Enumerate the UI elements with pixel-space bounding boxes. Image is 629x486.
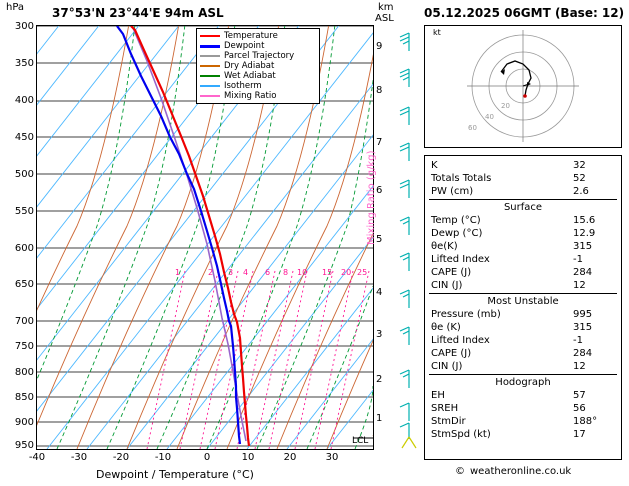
- forecast-date-title: 05.12.2025 06GMT (Base: 12): [424, 6, 625, 20]
- section-title-surface: Surface: [503, 202, 543, 213]
- mixing-ratio-value-15: 15: [322, 268, 333, 277]
- legend-item-dewpoint: [200, 41, 316, 51]
- hodograph-trace: [501, 61, 531, 96]
- index-name-surface-cin: CIN (J): [431, 280, 463, 291]
- pressure-tick-550: 550: [14, 206, 34, 217]
- wind-barb-800: [400, 370, 409, 388]
- copyright-text: weatheronline.co.uk: [470, 466, 572, 477]
- temp-tick-20: 20: [283, 452, 297, 463]
- index-value-surface-cin: 12: [573, 280, 586, 291]
- wind-barb-550: [400, 217, 409, 235]
- mixing-ratio-value-3: 3: [228, 268, 234, 277]
- section-title-most-unstable: Most Unstable: [487, 296, 559, 307]
- hodograph-start-point: [523, 94, 527, 98]
- pressure-tick-400: 400: [14, 95, 34, 106]
- table-row: [425, 415, 621, 428]
- table-divider: [429, 374, 617, 375]
- wind-barb-350: [400, 69, 409, 87]
- pressure-unit-label: hPa: [6, 2, 25, 13]
- wind-barb-svg: [398, 25, 420, 450]
- index-value-mu-cape: 284: [573, 348, 593, 359]
- legend-item-isotherm: [200, 81, 316, 91]
- altitude-tick-8: 8: [376, 85, 383, 96]
- wind-barb-600: [400, 253, 409, 271]
- pressure-tick-700: 700: [14, 316, 34, 327]
- wind-barb-500: [400, 180, 409, 198]
- mixing-ratio-value-1: 1: [175, 268, 181, 277]
- index-name-pw: PW (cm): [431, 186, 474, 197]
- table-divider: [429, 293, 617, 294]
- temp-tick--30: -30: [70, 452, 88, 463]
- table-row: [425, 214, 621, 227]
- legend-swatch-dewpoint: [200, 45, 220, 48]
- index-value-k: 32: [573, 160, 586, 171]
- table-row: [425, 185, 621, 198]
- index-value-stmspd: 17: [573, 429, 586, 440]
- copyright-icon: ©: [455, 466, 465, 477]
- altitude-tick-6: 6: [376, 185, 383, 196]
- index-name-eh: EH: [431, 390, 445, 401]
- altitude-tick-2: 2: [376, 374, 383, 385]
- hodograph-panel[interactable]: [424, 25, 622, 148]
- index-name-stmdir: StmDir: [431, 416, 466, 427]
- pressure-tick-300: 300: [14, 21, 34, 32]
- mixing-ratio-value-2: 2: [208, 268, 214, 277]
- table-row: [425, 347, 621, 360]
- index-value-eh: 57: [573, 390, 586, 401]
- table-row: [425, 240, 621, 253]
- legend-swatch-parcel-trajectory: [200, 55, 220, 57]
- altitude-tick-3: 3: [376, 329, 383, 340]
- table-row: [425, 308, 621, 321]
- index-name-surface-dewp: Dewp (°C): [431, 228, 483, 239]
- wind-barb-650: [400, 290, 409, 308]
- pressure-tick-900: 900: [14, 417, 34, 428]
- table-row: [425, 279, 621, 292]
- index-name-k: K: [431, 160, 438, 171]
- legend-item-dry-adiabat: [200, 61, 316, 71]
- legend-swatch-temperature: [200, 35, 220, 37]
- table-row: [425, 172, 621, 185]
- legend-item-parcel-trajectory: [200, 51, 316, 61]
- index-name-totals-totals: Totals Totals: [431, 173, 492, 184]
- altitude-tick-9: 9: [376, 41, 383, 52]
- hodograph-ring-label-60: 60: [468, 124, 477, 132]
- legend-swatch-dry-adiabat: [200, 65, 220, 67]
- table-row: [425, 402, 621, 415]
- table-divider: [429, 199, 617, 200]
- legend: [196, 28, 320, 104]
- temp-tick--20: -20: [112, 452, 130, 463]
- pressure-tick-750: 750: [14, 341, 34, 352]
- temp-tick-30: 30: [325, 452, 339, 463]
- legend-label-temperature: Temperature: [224, 31, 278, 41]
- altitude-unit-label: km: [378, 2, 394, 13]
- altitude-tick-1: 1: [376, 413, 383, 424]
- legend-label-dry-adiabat: Dry Adiabat: [224, 61, 275, 71]
- temp-tick--40: -40: [28, 452, 46, 463]
- index-value-surface-cape: 284: [573, 267, 593, 278]
- altitude-tick-5: 5: [376, 234, 383, 245]
- sounding-index-table: [424, 155, 622, 460]
- index-value-surface-lifted-index: -1: [573, 254, 583, 265]
- pressure-tick-600: 600: [14, 243, 34, 254]
- table-row: [425, 389, 621, 402]
- table-row: [425, 266, 621, 279]
- station-title: 37°53'N 23°44'E 94m ASL: [52, 6, 224, 20]
- mixing-ratio-value-20: 20: [341, 268, 352, 277]
- table-row: [425, 334, 621, 347]
- index-value-pw: 2.6: [573, 186, 589, 197]
- index-name-surface-temp: Temp (°C): [431, 215, 481, 226]
- index-value-surface-temp: 15.6: [573, 215, 596, 226]
- wind-barb-900: [400, 423, 409, 439]
- index-name-mu-cape: CAPE (J): [431, 348, 472, 359]
- index-value-totals-totals: 52: [573, 173, 586, 184]
- table-row: [425, 321, 621, 334]
- table-row: [425, 428, 621, 441]
- pressure-tick-650: 650: [14, 279, 34, 290]
- pressure-tick-350: 350: [14, 58, 34, 69]
- temp-tick--10: -10: [154, 452, 172, 463]
- wind-barb-450: [400, 143, 409, 161]
- table-row: [425, 159, 621, 172]
- index-value-surface-theta-e: 315: [573, 241, 593, 252]
- mixing-ratio-value-4: 4: [243, 268, 249, 277]
- section-title-hodograph: Hodograph: [495, 377, 551, 388]
- hodograph-unit-label: kt: [433, 28, 441, 37]
- wind-barb-400: [400, 107, 409, 125]
- hodograph-ring-label-20: 20: [501, 102, 510, 110]
- pressure-tick-500: 500: [14, 169, 34, 180]
- index-value-mu-cin: 12: [573, 361, 586, 372]
- index-name-mu-lifted-index: Lifted Index: [431, 335, 490, 346]
- index-value-surface-dewp: 12.9: [573, 228, 596, 239]
- temp-tick-0: 0: [203, 452, 211, 463]
- legend-swatch-mixing-ratio: [200, 95, 220, 97]
- pressure-tick-950: 950: [14, 440, 34, 451]
- mixing-ratio-axis-label: Mixing Ratio (g/kg): [366, 150, 377, 245]
- table-row: [425, 227, 621, 240]
- hodograph-svg: [425, 26, 621, 147]
- index-value-mu-lifted-index: -1: [573, 335, 583, 346]
- temp-tick-10: 10: [241, 452, 255, 463]
- wind-barb-300: [400, 33, 409, 51]
- index-name-stmspd: StmSpd (kt): [431, 429, 491, 440]
- mixing-ratio-value-8: 8: [283, 268, 289, 277]
- altitude-reference-label: ASL: [375, 13, 394, 24]
- legend-swatch-isotherm: [200, 85, 220, 87]
- index-name-surface-cape: CAPE (J): [431, 267, 472, 278]
- wind-barb-column: [398, 25, 420, 450]
- wind-barb-700: [400, 327, 409, 345]
- mixing-ratio-value-25: 25: [357, 268, 368, 277]
- table-row: [425, 360, 621, 373]
- altitude-tick-7: 7: [376, 137, 383, 148]
- index-name-mu-pressure: Pressure (mb): [431, 309, 501, 320]
- legend-swatch-wet-adiabat: [200, 75, 220, 77]
- x-axis-title: Dewpoint / Temperature (°C): [96, 468, 254, 481]
- legend-item-temperature: [200, 31, 316, 41]
- legend-label-parcel-trajectory: Parcel Trajectory: [224, 51, 295, 61]
- index-name-mu-cin: CIN (J): [431, 361, 463, 372]
- legend-label-dewpoint: Dewpoint: [224, 41, 265, 51]
- lcl-label: LCL: [352, 436, 369, 446]
- altitude-tick-4: 4: [376, 287, 383, 298]
- wind-barb-850: [400, 403, 409, 421]
- pressure-tick-800: 800: [14, 367, 34, 378]
- index-name-surface-lifted-index: Lifted Index: [431, 254, 490, 265]
- index-value-mu-pressure: 995: [573, 309, 593, 320]
- index-name-surface-theta-e: θe(K): [431, 241, 458, 252]
- legend-item-mixing-ratio: [200, 91, 316, 101]
- index-name-sreh: SREH: [431, 403, 459, 414]
- index-value-mu-theta-e: 315: [573, 322, 593, 333]
- legend-label-wet-adiabat: Wet Adiabat: [224, 71, 276, 81]
- table-row: [425, 253, 621, 266]
- legend-label-isotherm: Isotherm: [224, 81, 262, 91]
- mixing-ratio-value-6: 6: [265, 268, 271, 277]
- mixing-ratio-value-10: 10: [297, 268, 308, 277]
- legend-item-wet-adiabat: [200, 71, 316, 81]
- hodograph-ring-label-40: 40: [485, 113, 494, 121]
- pressure-tick-850: 850: [14, 392, 34, 403]
- index-value-stmdir: 188°: [573, 416, 598, 427]
- index-value-sreh: 56: [573, 403, 586, 414]
- pressure-tick-450: 450: [14, 132, 34, 143]
- legend-label-mixing-ratio: Mixing Ratio: [224, 91, 277, 101]
- index-name-mu-theta-e: θe (K): [431, 322, 461, 333]
